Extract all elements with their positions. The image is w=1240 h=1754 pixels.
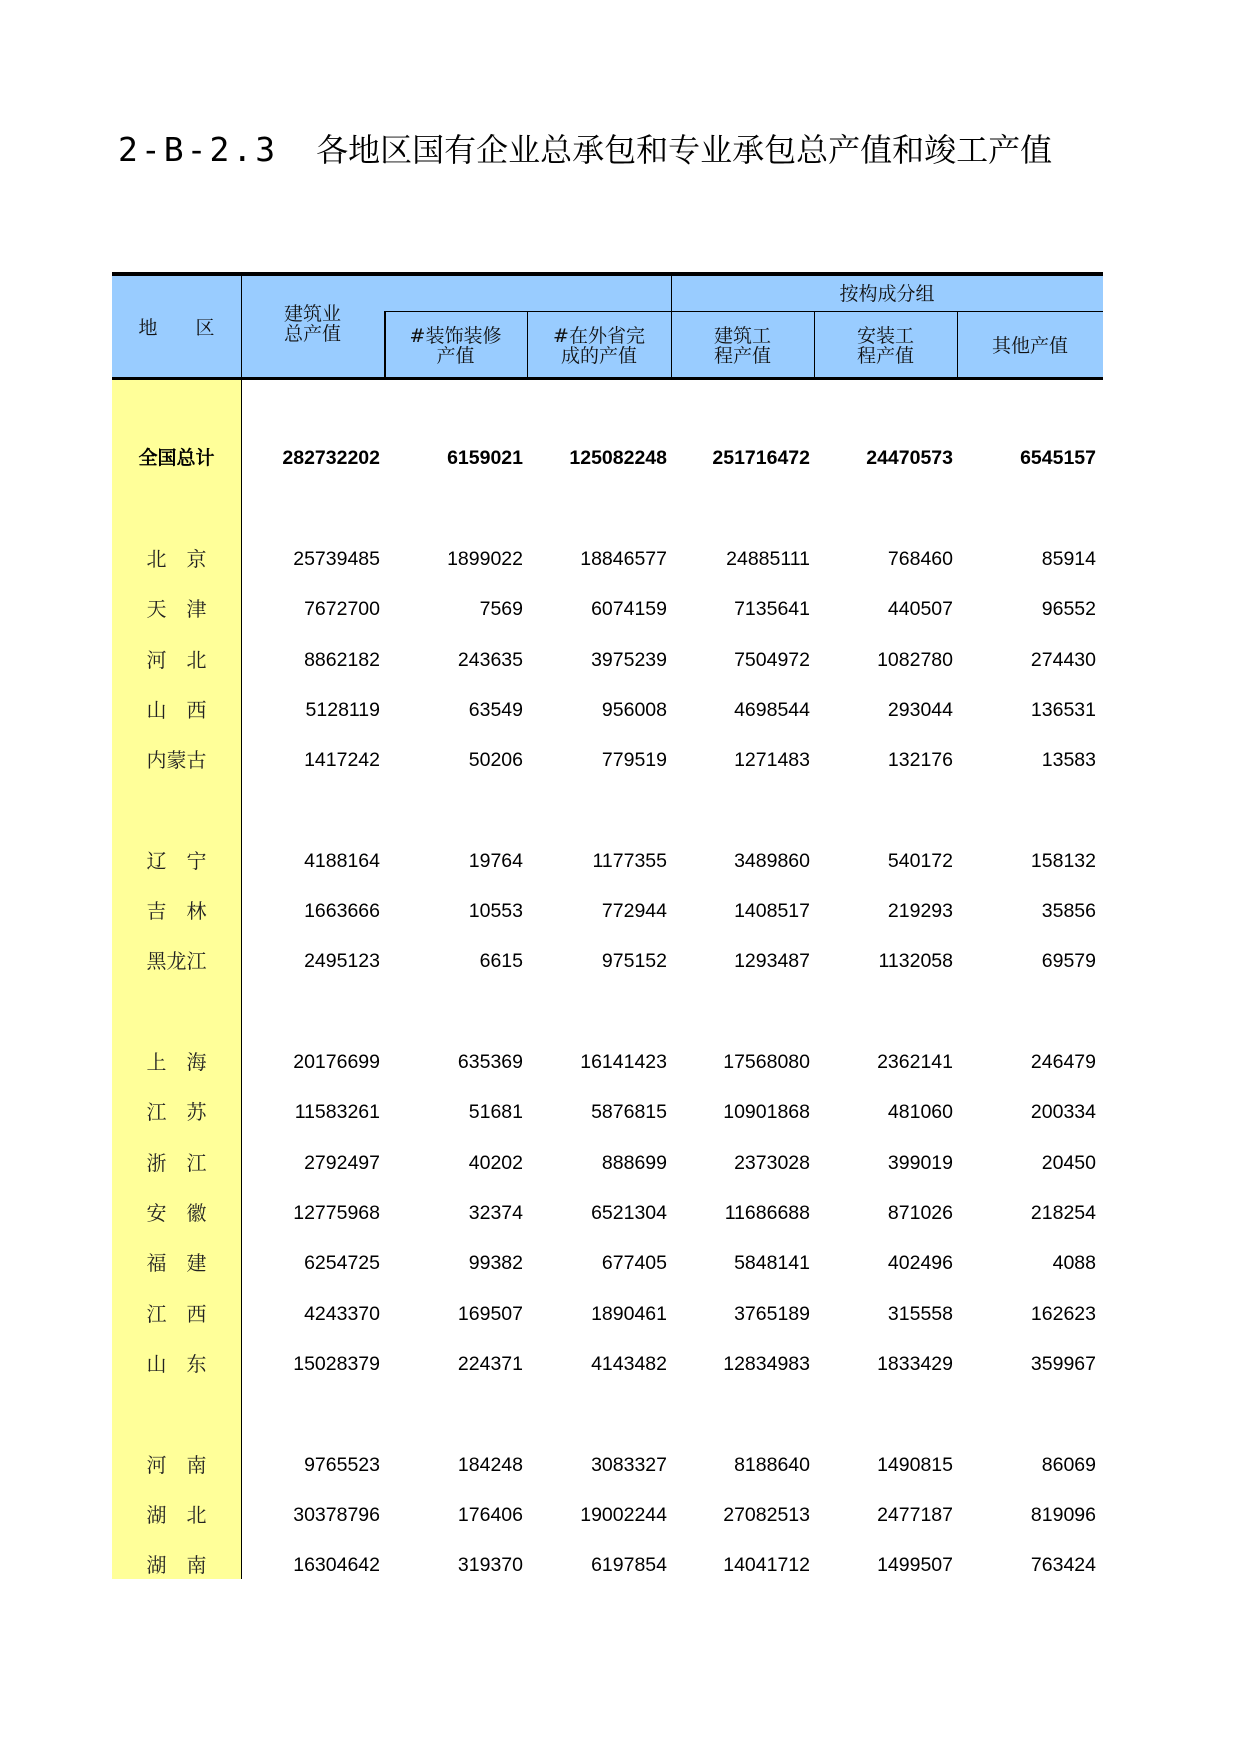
value-cell: 96552: [1041, 598, 1096, 620]
value-cell: 12834983: [723, 1353, 810, 1375]
header-decoration: [384, 311, 527, 380]
value-cell: 819096: [1030, 1504, 1096, 1526]
region-name: 天 津: [146, 597, 207, 621]
value-cell: 19002244: [580, 1504, 667, 1526]
region-name: 福 建: [146, 1251, 207, 1275]
value-cell: 1132058: [878, 950, 953, 972]
table-row: [112, 745, 1103, 775]
value-cell: 1271483: [734, 749, 810, 771]
table-row: [112, 1500, 1103, 1530]
table-row: [112, 1148, 1103, 1178]
header-line: 安装工: [856, 324, 914, 347]
table-row: [112, 544, 1103, 574]
header-line: 程产值: [856, 344, 914, 367]
value-cell: 85914: [1041, 548, 1096, 570]
region-name: 安 徽: [146, 1201, 207, 1225]
value-cell: 10553: [468, 900, 523, 922]
region-name: 湖 南: [146, 1553, 207, 1577]
value-cell: 4143482: [591, 1353, 667, 1375]
table-row: [112, 896, 1103, 926]
value-cell: 315558: [887, 1303, 953, 1325]
value-cell: 169507: [457, 1303, 523, 1325]
table-row: [112, 1550, 1103, 1580]
value-cell: 1899022: [447, 548, 523, 570]
value-cell: 7504972: [734, 649, 810, 671]
value-cell: 4188164: [304, 850, 380, 872]
value-cell: 975152: [601, 950, 667, 972]
table-row: [112, 645, 1103, 675]
value-cell: 176406: [457, 1504, 523, 1526]
value-cell: 12775968: [293, 1202, 380, 1224]
value-cell: 399019: [887, 1152, 953, 1174]
value-cell: 871026: [887, 1202, 953, 1224]
value-cell: 359967: [1030, 1353, 1096, 1375]
value-cell: 2373028: [734, 1152, 810, 1174]
value-cell: 481060: [887, 1101, 953, 1123]
table-row: [112, 1097, 1103, 1127]
value-cell: 243635: [457, 649, 523, 671]
value-cell: 319370: [457, 1554, 523, 1576]
value-cell: 4243370: [304, 1303, 380, 1325]
value-cell: 677405: [601, 1252, 667, 1274]
value-cell: 2495123: [304, 950, 380, 972]
value-cell: 30378796: [293, 1504, 380, 1526]
table-row: [112, 1349, 1103, 1379]
value-cell: 11583261: [294, 1101, 380, 1123]
region-name: 全国总计: [138, 447, 215, 469]
value-cell: 1408517: [734, 900, 810, 922]
value-cell: 13583: [1041, 749, 1096, 771]
header-installation: [814, 311, 957, 380]
value-cell: 8862182: [304, 649, 380, 671]
header-construction: [671, 311, 814, 380]
value-cell: 4698544: [734, 699, 810, 721]
value-cell: 99382: [468, 1252, 523, 1274]
value-cell: 20176699: [293, 1051, 380, 1073]
value-cell: 136531: [1030, 699, 1096, 721]
value-cell: 402496: [887, 1252, 953, 1274]
value-cell: 282732202: [282, 447, 380, 469]
value-cell: 1082780: [877, 649, 953, 671]
value-cell: 8188640: [734, 1454, 810, 1476]
region-name: 上 海: [146, 1050, 207, 1074]
value-cell: 293044: [887, 699, 953, 721]
value-cell: 1890461: [591, 1303, 667, 1325]
header-line: #在外省完: [553, 324, 645, 347]
value-cell: 540172: [887, 850, 953, 872]
value-cell: 6615: [479, 950, 523, 972]
region-name: 山 西: [146, 698, 207, 722]
value-cell: 50206: [468, 749, 523, 771]
header-other: 其他产值: [991, 334, 1068, 357]
header-line: 建筑工: [713, 324, 771, 347]
value-cell: 5128119: [305, 699, 380, 721]
data-table: [112, 272, 1103, 380]
value-cell: 2477187: [877, 1504, 953, 1526]
value-cell: 4088: [1052, 1252, 1096, 1274]
value-cell: 1499507: [877, 1554, 953, 1576]
value-cell: 7569: [479, 598, 523, 620]
header-line: 总产值: [283, 323, 341, 345]
value-cell: 219293: [887, 900, 953, 922]
value-cell: 218254: [1030, 1202, 1096, 1224]
value-cell: 7672700: [304, 598, 380, 620]
value-cell: 5848141: [734, 1252, 810, 1274]
value-cell: 19764: [468, 850, 523, 872]
header-line: 成的产值: [560, 344, 637, 367]
region-name: 湖 北: [146, 1503, 207, 1527]
value-cell: 15028379: [293, 1353, 380, 1375]
value-cell: 1417242: [304, 749, 380, 771]
header-line: 程产值: [713, 344, 771, 367]
value-cell: 20450: [1041, 1152, 1096, 1174]
value-cell: 14041712: [723, 1554, 810, 1576]
region-name: 吉 林: [146, 899, 207, 923]
region-name: 北 京: [146, 547, 207, 571]
table-row: [112, 695, 1103, 725]
value-cell: 27082513: [723, 1504, 810, 1526]
value-cell: 158132: [1030, 850, 1096, 872]
value-cell: 772944: [601, 900, 667, 922]
value-cell: 24470573: [866, 447, 953, 469]
value-cell: 1663666: [304, 900, 380, 922]
value-cell: 635369: [457, 1051, 523, 1073]
value-cell: 40202: [468, 1152, 523, 1174]
value-cell: 888699: [601, 1152, 667, 1174]
table-header: [112, 272, 1103, 380]
value-cell: 6254725: [304, 1252, 380, 1274]
value-cell: 6074159: [591, 598, 667, 620]
value-cell: 1490815: [877, 1454, 953, 1476]
region-name: 江 西: [146, 1302, 207, 1326]
value-cell: 132176: [887, 749, 953, 771]
header-line: 建筑业: [283, 303, 341, 325]
table-row: [112, 1299, 1103, 1329]
table-code: 2-B-2.3: [118, 130, 279, 169]
value-cell: 763424: [1030, 1554, 1096, 1576]
region-name: 河 北: [146, 648, 207, 672]
value-cell: 3975239: [591, 649, 667, 671]
value-cell: 5876815: [591, 1101, 667, 1123]
value-cell: 956008: [601, 699, 667, 721]
value-cell: 184248: [457, 1454, 523, 1476]
value-cell: 274430: [1030, 649, 1096, 671]
region-name: 黑龙江: [146, 949, 207, 973]
table-row: [112, 1047, 1103, 1077]
header-total-output: [241, 276, 384, 380]
region-name: 山 东: [146, 1352, 207, 1376]
value-cell: 1833429: [877, 1353, 953, 1375]
value-cell: 6521304: [591, 1202, 667, 1224]
total-row: [112, 443, 1103, 473]
header-group-by-composition: 按构成分组: [839, 282, 935, 305]
value-cell: 6545157: [1020, 447, 1096, 469]
value-cell: 17568080: [723, 1051, 810, 1073]
value-cell: 246479: [1030, 1051, 1096, 1073]
table-row: [112, 1198, 1103, 1228]
page-title: [118, 128, 1052, 172]
value-cell: 11686688: [724, 1202, 810, 1224]
value-cell: 3765189: [734, 1303, 810, 1325]
value-cell: 6159021: [447, 447, 523, 469]
value-cell: 16141423: [580, 1051, 667, 1073]
value-cell: 7135641: [734, 598, 810, 620]
value-cell: 32374: [468, 1202, 523, 1224]
table-row: [112, 946, 1103, 976]
value-cell: 768460: [887, 548, 953, 570]
value-cell: 200334: [1030, 1101, 1096, 1123]
header-line: #装饰装修: [409, 324, 502, 347]
table-row: [112, 1450, 1103, 1480]
value-cell: 86069: [1041, 1454, 1096, 1476]
value-cell: 25739485: [293, 548, 380, 570]
header-region: 地 区: [138, 317, 215, 339]
value-cell: 24885111: [726, 548, 810, 570]
value-cell: 251716472: [712, 447, 810, 469]
value-cell: 18846577: [580, 548, 667, 570]
value-cell: 3083327: [591, 1454, 667, 1476]
region-name: 江 苏: [146, 1100, 207, 1124]
value-cell: 224371: [457, 1353, 523, 1375]
value-cell: 9765523: [304, 1454, 380, 1476]
value-cell: 3489860: [734, 850, 810, 872]
value-cell: 10901868: [723, 1101, 810, 1123]
value-cell: 1293487: [734, 950, 810, 972]
value-cell: 51681: [468, 1101, 523, 1123]
table-row: [112, 1248, 1103, 1278]
value-cell: 63549: [468, 699, 523, 721]
value-cell: 440507: [887, 598, 953, 620]
header-line: 产值: [436, 344, 475, 367]
value-cell: 162623: [1030, 1303, 1096, 1325]
region-name: 内蒙古: [146, 748, 207, 772]
region-name: 浙 江: [146, 1151, 207, 1175]
header-out-of-province: [527, 311, 671, 380]
value-cell: 69579: [1041, 950, 1096, 972]
region-name: 辽 宁: [146, 849, 207, 873]
value-cell: 1177355: [592, 850, 667, 872]
value-cell: 2792497: [304, 1152, 380, 1174]
value-cell: 16304642: [293, 1554, 380, 1576]
value-cell: 779519: [601, 749, 667, 771]
table-row: [112, 846, 1103, 876]
table-row: [112, 594, 1103, 624]
region-name: 河 南: [146, 1453, 207, 1477]
value-cell: 2362141: [877, 1051, 953, 1073]
value-cell: 6197854: [591, 1554, 667, 1576]
value-cell: 125082248: [569, 447, 667, 469]
table-title: 各地区国有企业总承包和专业承包总产值和竣工产值: [316, 131, 1053, 169]
value-cell: 35856: [1041, 900, 1096, 922]
